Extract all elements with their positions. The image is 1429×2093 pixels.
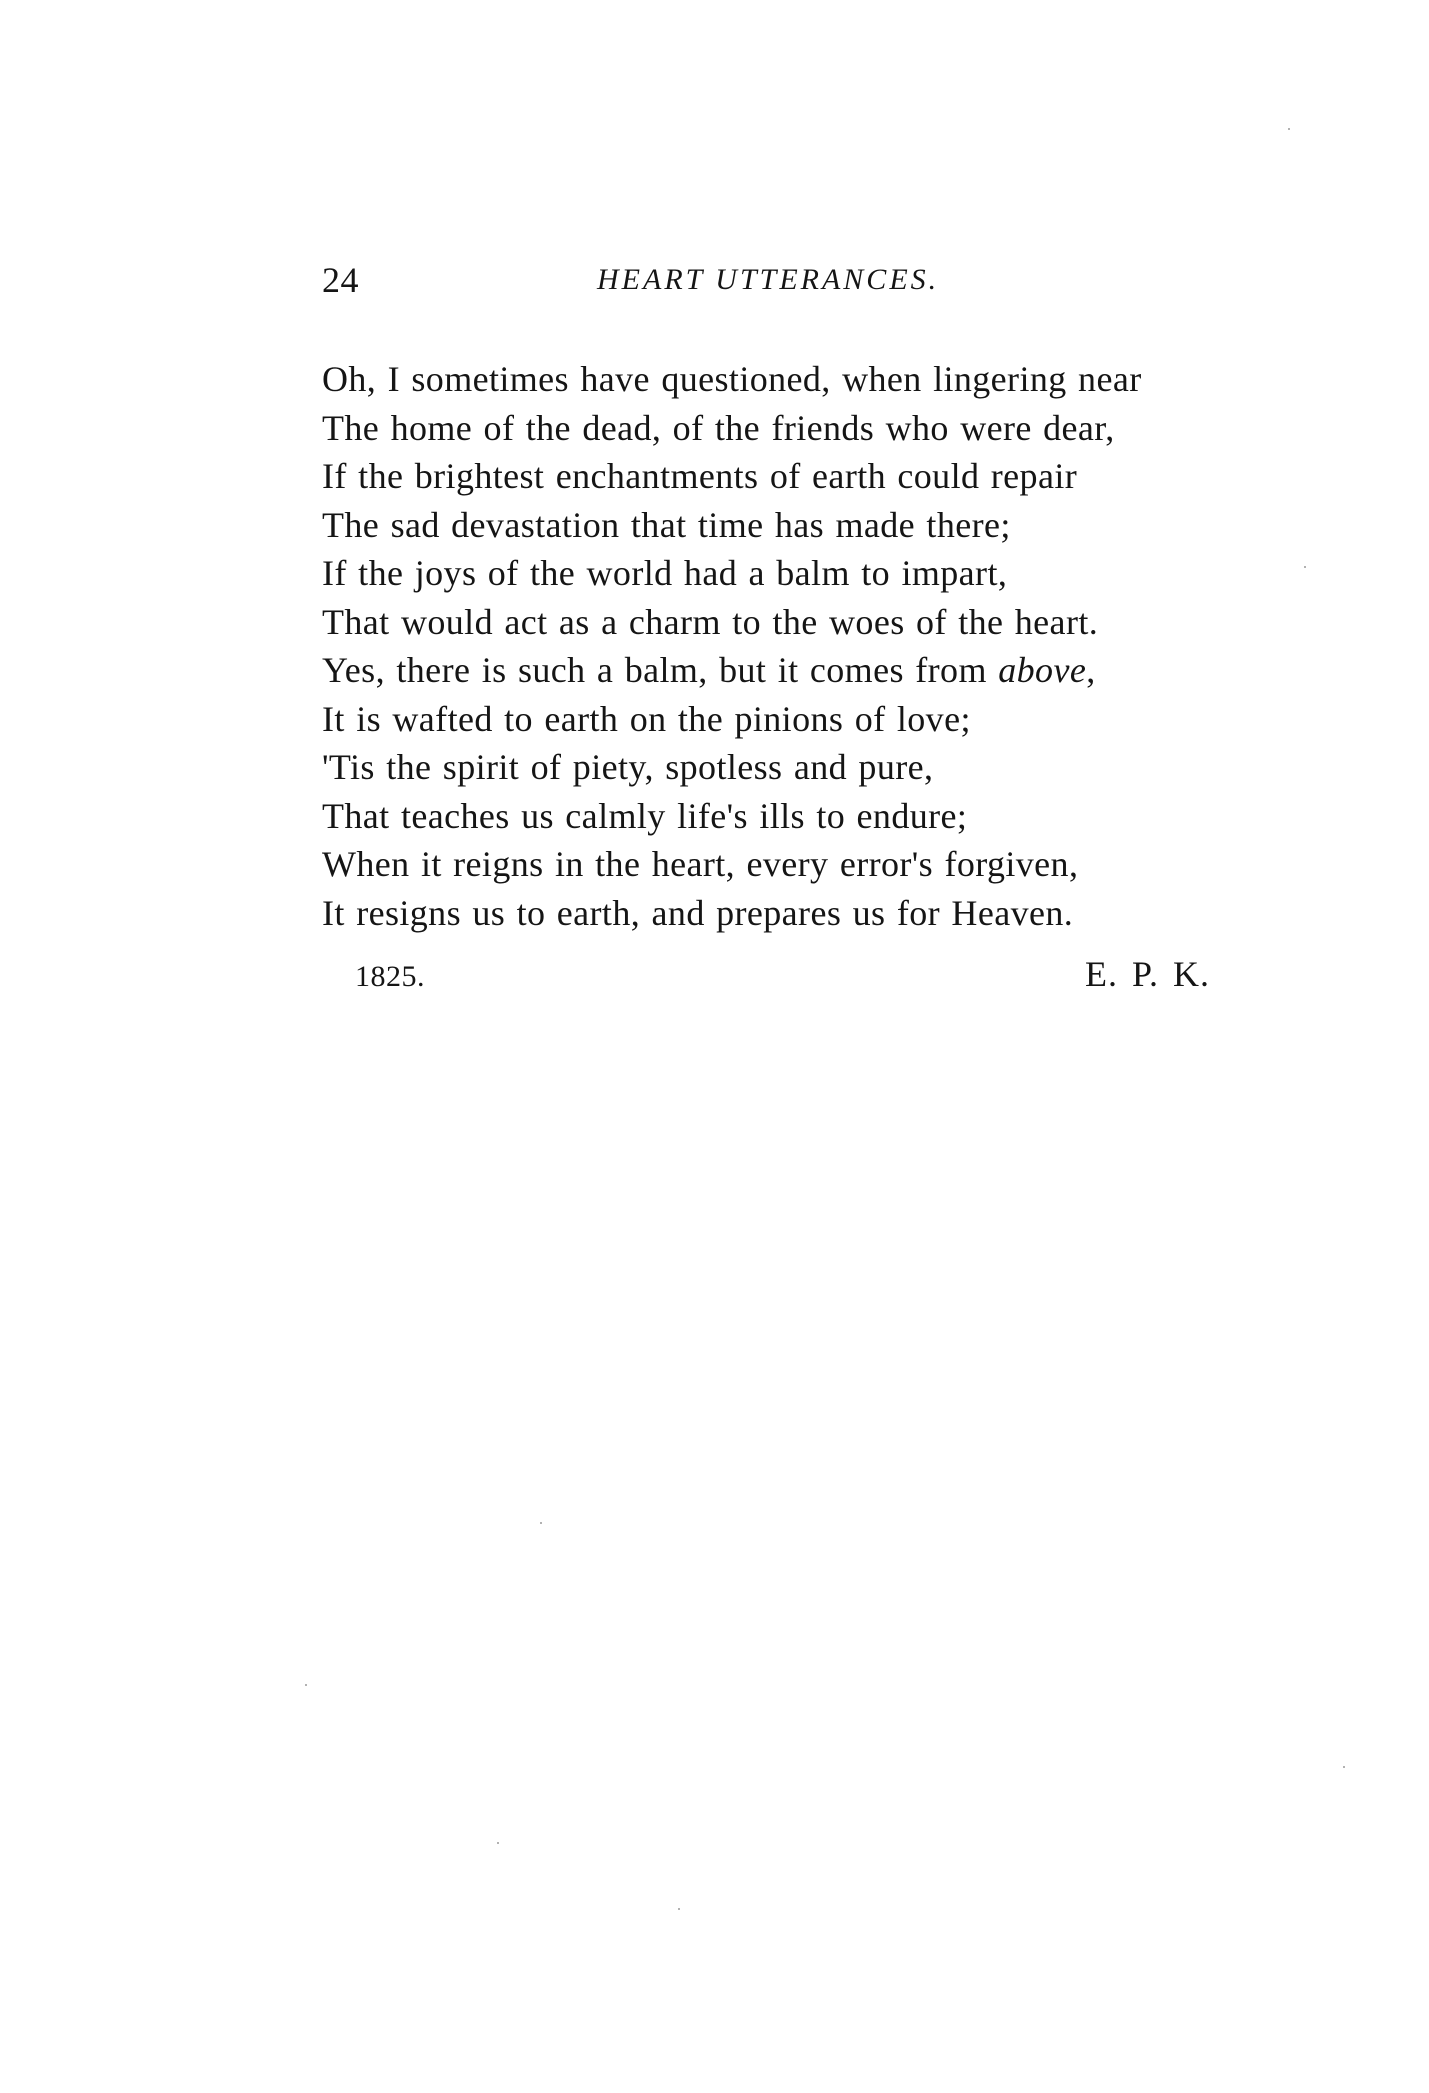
poem-line: The home of the dead, of the friends who were dear, xyxy=(322,407,1115,448)
poem-line-emphasis: above xyxy=(998,650,1087,690)
running-title: HEART UTTERANCES. xyxy=(597,263,940,296)
author-initials: E. P. K. xyxy=(1085,954,1211,994)
scan-speck xyxy=(678,1908,680,1910)
scan-speck xyxy=(1343,1766,1345,1768)
poem-body xyxy=(322,355,1282,937)
poem-line-text: Yes, there is such a balm, but it comes from xyxy=(322,650,999,690)
poem-line: The sad devastation that time has made there; xyxy=(322,504,1011,545)
poem-date: 1825. xyxy=(355,960,425,993)
poem-line: That teaches us calmly life's ills to endure; xyxy=(322,795,968,836)
scan-speck xyxy=(540,1522,542,1524)
poem-line: Oh, I sometimes have questioned, when lingering near xyxy=(322,359,1142,399)
poem-line: It is wafted to earth on the pinions of love; xyxy=(322,698,971,739)
scan-speck xyxy=(1304,566,1306,568)
scan-speck xyxy=(497,1842,499,1844)
poem-line: If the joys of the world had a balm to impart, xyxy=(322,553,1008,593)
poem-line: If the brightest enchantments of earth could repair xyxy=(322,456,1078,496)
poem-line: When it reigns in the heart, every error's forgiven, xyxy=(322,844,1079,884)
poem-line: 'Tis the spirit of piety, spotless and pure, xyxy=(322,747,934,787)
page-number: 24 xyxy=(322,260,359,300)
poem-line-punctuation: , xyxy=(1086,650,1096,690)
poem-line: It resigns us to earth, and prepares us for Heaven. xyxy=(322,892,1074,933)
poem-line xyxy=(322,646,1282,695)
poem-line: That would act as a charm to the woes of the heart. xyxy=(322,601,1099,642)
scan-speck xyxy=(1288,128,1290,130)
scan-speck xyxy=(305,1684,307,1686)
